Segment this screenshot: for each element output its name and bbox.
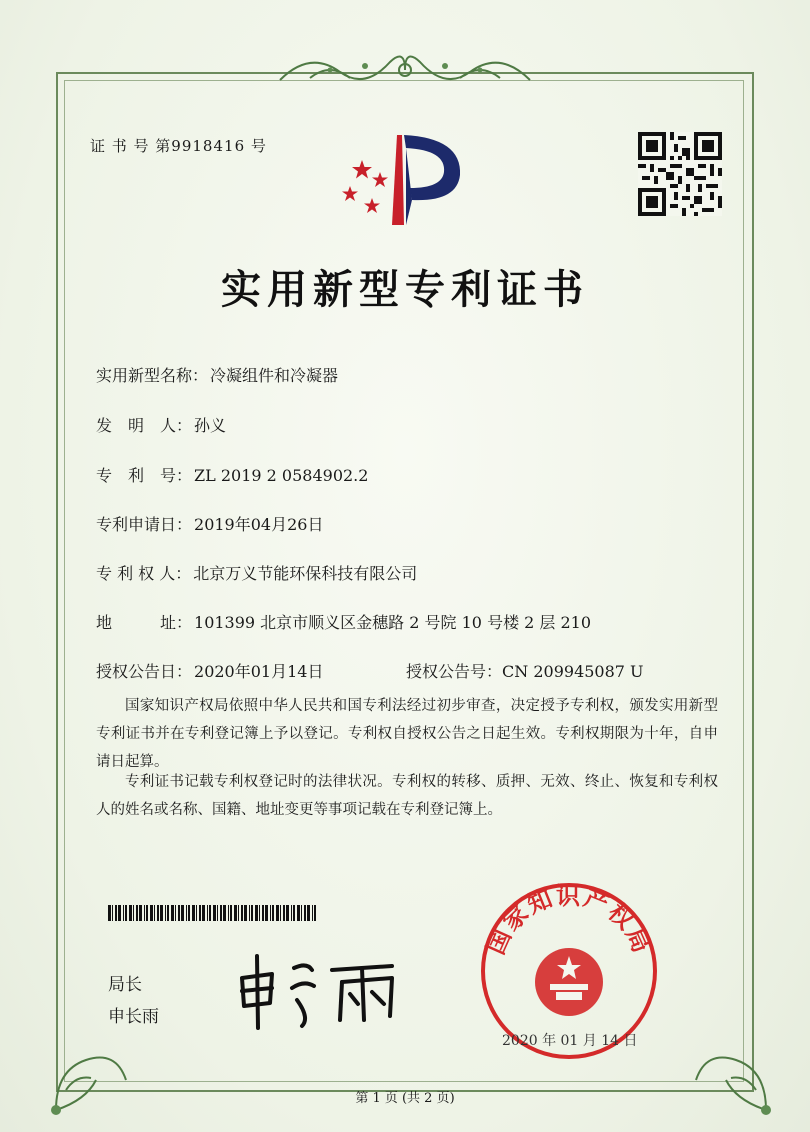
field-utility-model-name	[96, 363, 338, 386]
field-label: 地 址：	[96, 613, 193, 632]
field-filing-date	[96, 512, 323, 535]
svg-text:国家知识产权局	[482, 882, 657, 959]
field-label: 专利申请日：	[96, 515, 193, 534]
document-title: 实用新型专利证书	[221, 266, 589, 313]
cnipa-logo-icon	[342, 130, 467, 230]
bottom-right-ornament-icon	[676, 1030, 786, 1120]
certificate-number: 证 书 号 第9918416 号	[90, 137, 267, 155]
field-value: CN 209945087 U	[502, 662, 644, 681]
director-title: 局长	[108, 975, 142, 995]
field-grant-publication-number	[406, 659, 644, 682]
seal-text: 国家知识产权局	[481, 882, 657, 959]
signature-icon	[232, 948, 422, 1034]
field-value: 冷凝组件和冷凝器	[210, 366, 339, 385]
field-value: 2020年01月14日	[194, 662, 324, 681]
director-name: 申长雨	[108, 1007, 159, 1027]
field-patent-number	[96, 463, 368, 486]
field-label: 发 明 人：	[96, 416, 193, 435]
field-patentee	[96, 561, 417, 584]
statement-paragraph: 专利证书记载专利权登记时的法律状况。专利权的转移、质押、无效、终止、恢复和专利权人的姓名或名称、国籍、地址变更等事项记载在专利登记簿上。	[96, 774, 718, 818]
barcode-icon	[108, 905, 318, 921]
field-value: 2019年04月26日	[194, 515, 324, 534]
statement-paragraph: 国家知识产权局依照中华人民共和国专利法经过初步审查，决定授予专利权，颁发实用新型专利证书并在专利登记簿上予以登记。专利权自授权公告之日起生效。专利权期限为十年，自申请日起算。	[96, 698, 718, 770]
qr-code-icon	[638, 132, 722, 216]
field-label: 授权公告号：	[406, 662, 503, 681]
field-grant-date	[96, 659, 323, 682]
top-ornament-icon	[270, 40, 540, 100]
field-label: 实用新型名称：	[96, 366, 209, 385]
page-number: 第 1 页 (共 2 页)	[355, 1091, 455, 1106]
field-value: ZL 2019 2 0584902.2	[194, 466, 369, 485]
field-label: 专 利 权 人：	[96, 564, 192, 583]
field-value: 孙义	[194, 416, 227, 435]
field-inventor	[96, 413, 226, 436]
field-label: 专 利 号：	[96, 466, 193, 485]
field-value: 北京万义节能环保科技有限公司	[193, 564, 418, 583]
field-label: 授权公告日：	[96, 662, 193, 681]
seal-date: 2020 年 01 月 14 日	[502, 1033, 638, 1049]
field-address	[96, 610, 591, 633]
bottom-left-ornament-icon	[36, 1030, 146, 1120]
field-value: 101399 北京市顺义区金穗路 2 号院 10 号楼 2 层 210	[194, 613, 592, 632]
